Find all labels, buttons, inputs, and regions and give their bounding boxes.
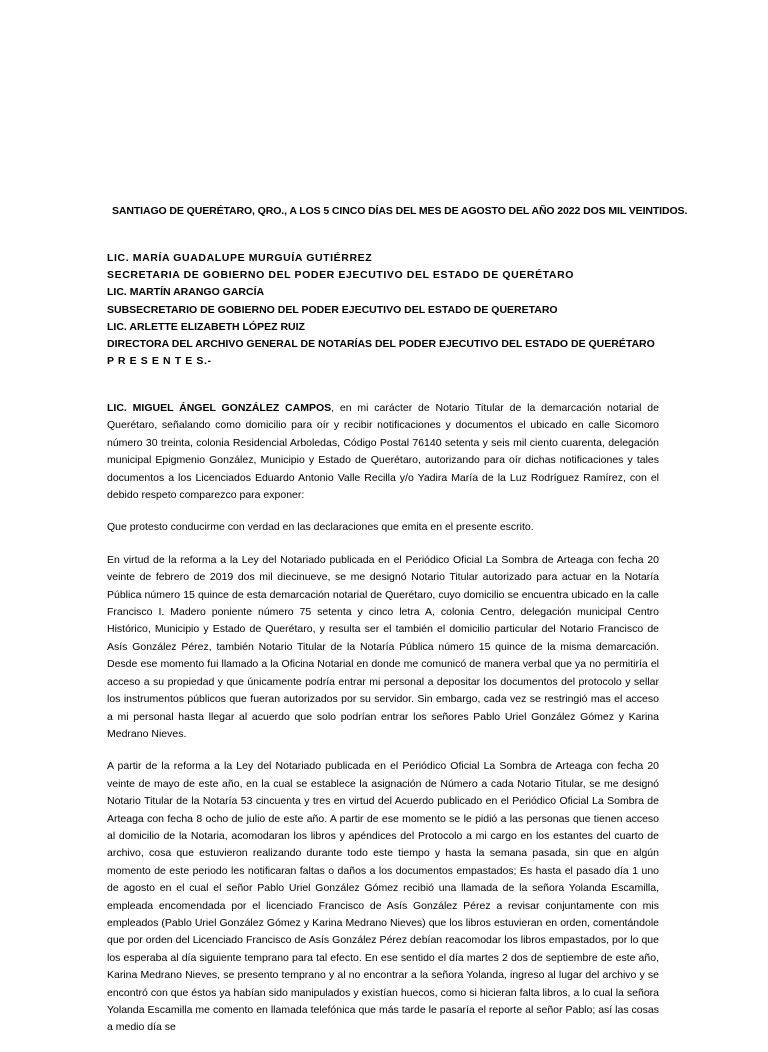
body-paragraph-3: A partir de la reforma a la Ley del Notariado publicada en el Periódico Oficial La Sombra de Arteaga con fecha 20 veinte de mayo de este año, en la cual se establece la asignación de Número a cada Notario Titular, se me designó Notario Titular de la Notaría 53 cincuenta y tres en virtud del Acuerdo publicado en el Periódico Oficial La Sombra de Arteaga con fecha 8 ocho de julio de este año. A partir de ese momento se le pidió a las personas que tienen acceso al domicilio de la Notaria, acomodaran los libros y apéndices del Protocolo a mi cargo en los estantes del cuarto de archivo, cosa que estuvieron realizando durante todo este tiempo y hasta la semana pasada, sin que en algún momento de este periodo les notificaran faltas o daños a los documentos empastados; Es hasta el pasado día 1 uno de agosto en el cual el señor Pablo Uriel González Gómez recibió una llamada de la señora Yolanda Escamilla, empleada encomendada por el licenciado Francisco de Asís González Pérez a revisar conjuntamente con mis empleados (Pablo Uriel González Gómez y Karina Medrano Nieves) que los libros estuvieran en orden, comentándole que por orden del Licenciado Francisco de Asís González Pérez debían reacomodar los libros empastados, por lo que los esperaba al día siguiente temprano para tal efecto. En ese sentido el día martes 2 dos de septiembre de este año, Karina Medrano Nieves, se presento temprano y al no encontrar a la señora Yolanda, ingreso al lugar del archivo y se encontró con que éstos ya habían sido manipulados y existían huecos, como si hicieran falta libros, a lo cual la señora Yolanda Escamilla me comento en llamada telefónica que más tarde le pasaría el reporte al señor Pablo; así las cosas a medio día se bbox=[107, 760, 659, 1034]
presentes-line: P R E S E N T E S.- bbox=[107, 355, 212, 368]
addressee-name-3: LIC. ARLETTE ELIZABETH LÓPEZ RUIZ bbox=[107, 320, 305, 333]
intro-paragraph bbox=[107, 400, 659, 504]
notary-name: LIC. MIGUEL ÁNGEL GONZÁLEZ CAMPOS bbox=[107, 402, 332, 414]
addressee-block bbox=[107, 250, 677, 370]
dateline: SANTIAGO DE QUERÉTARO, QRO., A LOS 5 CINCO DÍAS DEL MES DE AGOSTO DEL AÑO 2022 DOS MIL VEINTIDOS. bbox=[112, 205, 688, 217]
addressee-title-3: DIRECTORA DEL ARCHIVO GENERAL DE NOTARÍAS DEL PODER EJECUTIVO DEL ESTADO DE QUERÉTARO bbox=[107, 338, 655, 351]
body-paragraph-1: Que protesto conducirme con verdad en las declaraciones que emita en el presente escrito. bbox=[107, 521, 534, 534]
addressee-name-2: LIC. MARTÍN ARANGO GARCÍA bbox=[107, 286, 265, 299]
addressee-title-2: SUBSECRETARIO DE GOBIERNO DEL PODER EJECUTIVO DEL ESTADO DE QUERETARO bbox=[107, 303, 558, 316]
letter-body bbox=[107, 400, 659, 1052]
addressee-name-1: LIC. MARÍA GUADALUPE MURGUÍA GUTIÉRREZ bbox=[107, 252, 373, 264]
body-paragraph-2: En virtud de la reforma a la Ley del Notariado publicada en el Periódico Oficial La Sombra de Arteaga con fecha 20 veinte de febrero de 2019 dos mil diecinueve, se me designó Notario Titular autorizado para actuar en la Notaría Pública número 15 quince de esta demarcación notarial de Querétaro, cuyo domicilio se encuentra ubicado en la calle Francisco I. Madero poniente número 75 setenta y cinco letra A, colonia Centro, delegación municipal Centro Histórico, Municipio y Estado de Querétaro, y resulta ser el también el domicilio particular del Notario Francisco de Asís González Pérez, también Notario Titular de la Notaría Pública número 15 quince de la misma demarcación. Desde ese momento fui llamado a la Oficina Notarial en donde me comunicó de manera verbal que ya no permitiría el acceso a su propiedad y que únicamente podría entrar mi personal a depositar los documentos del protocolo y sellar los instrumentos públicos que fueran autorizados por su servidor. Sin embargo, cada vez se restringió mas el acceso a mi personal hasta llegar al acuerdo que solo podrían entrar los señores Pablo Uriel González Gómez y Karina Medrano Nieves. bbox=[107, 553, 659, 740]
intro-text: , en mi carácter de Notario Titular de la demarcación notarial de Querétaro, señalando como domicilio para oír y recibir notificaciones y documentos el ubicado en calle Sicomoro número 30 treinta, colonia Residencial Arboledas, Código Postal 76140 setenta y seis mil ciento cuarenta, delegación municipal Epigmenio González, Municipio y Estado de Querétaro, autorizando para oír dichas notificaciones y tales documentos a los Licenciados Eduardo Antonio Valle Recilla y/o Yadira María de la Luz Rodríguez Ramírez, con el debido respeto comparezco para exponer: bbox=[107, 402, 659, 502]
addressee-title-1: SECRETARIA DE GOBIERNO DEL PODER EJECUTIVO DEL ESTADO DE QUERÉTARO bbox=[107, 269, 575, 282]
